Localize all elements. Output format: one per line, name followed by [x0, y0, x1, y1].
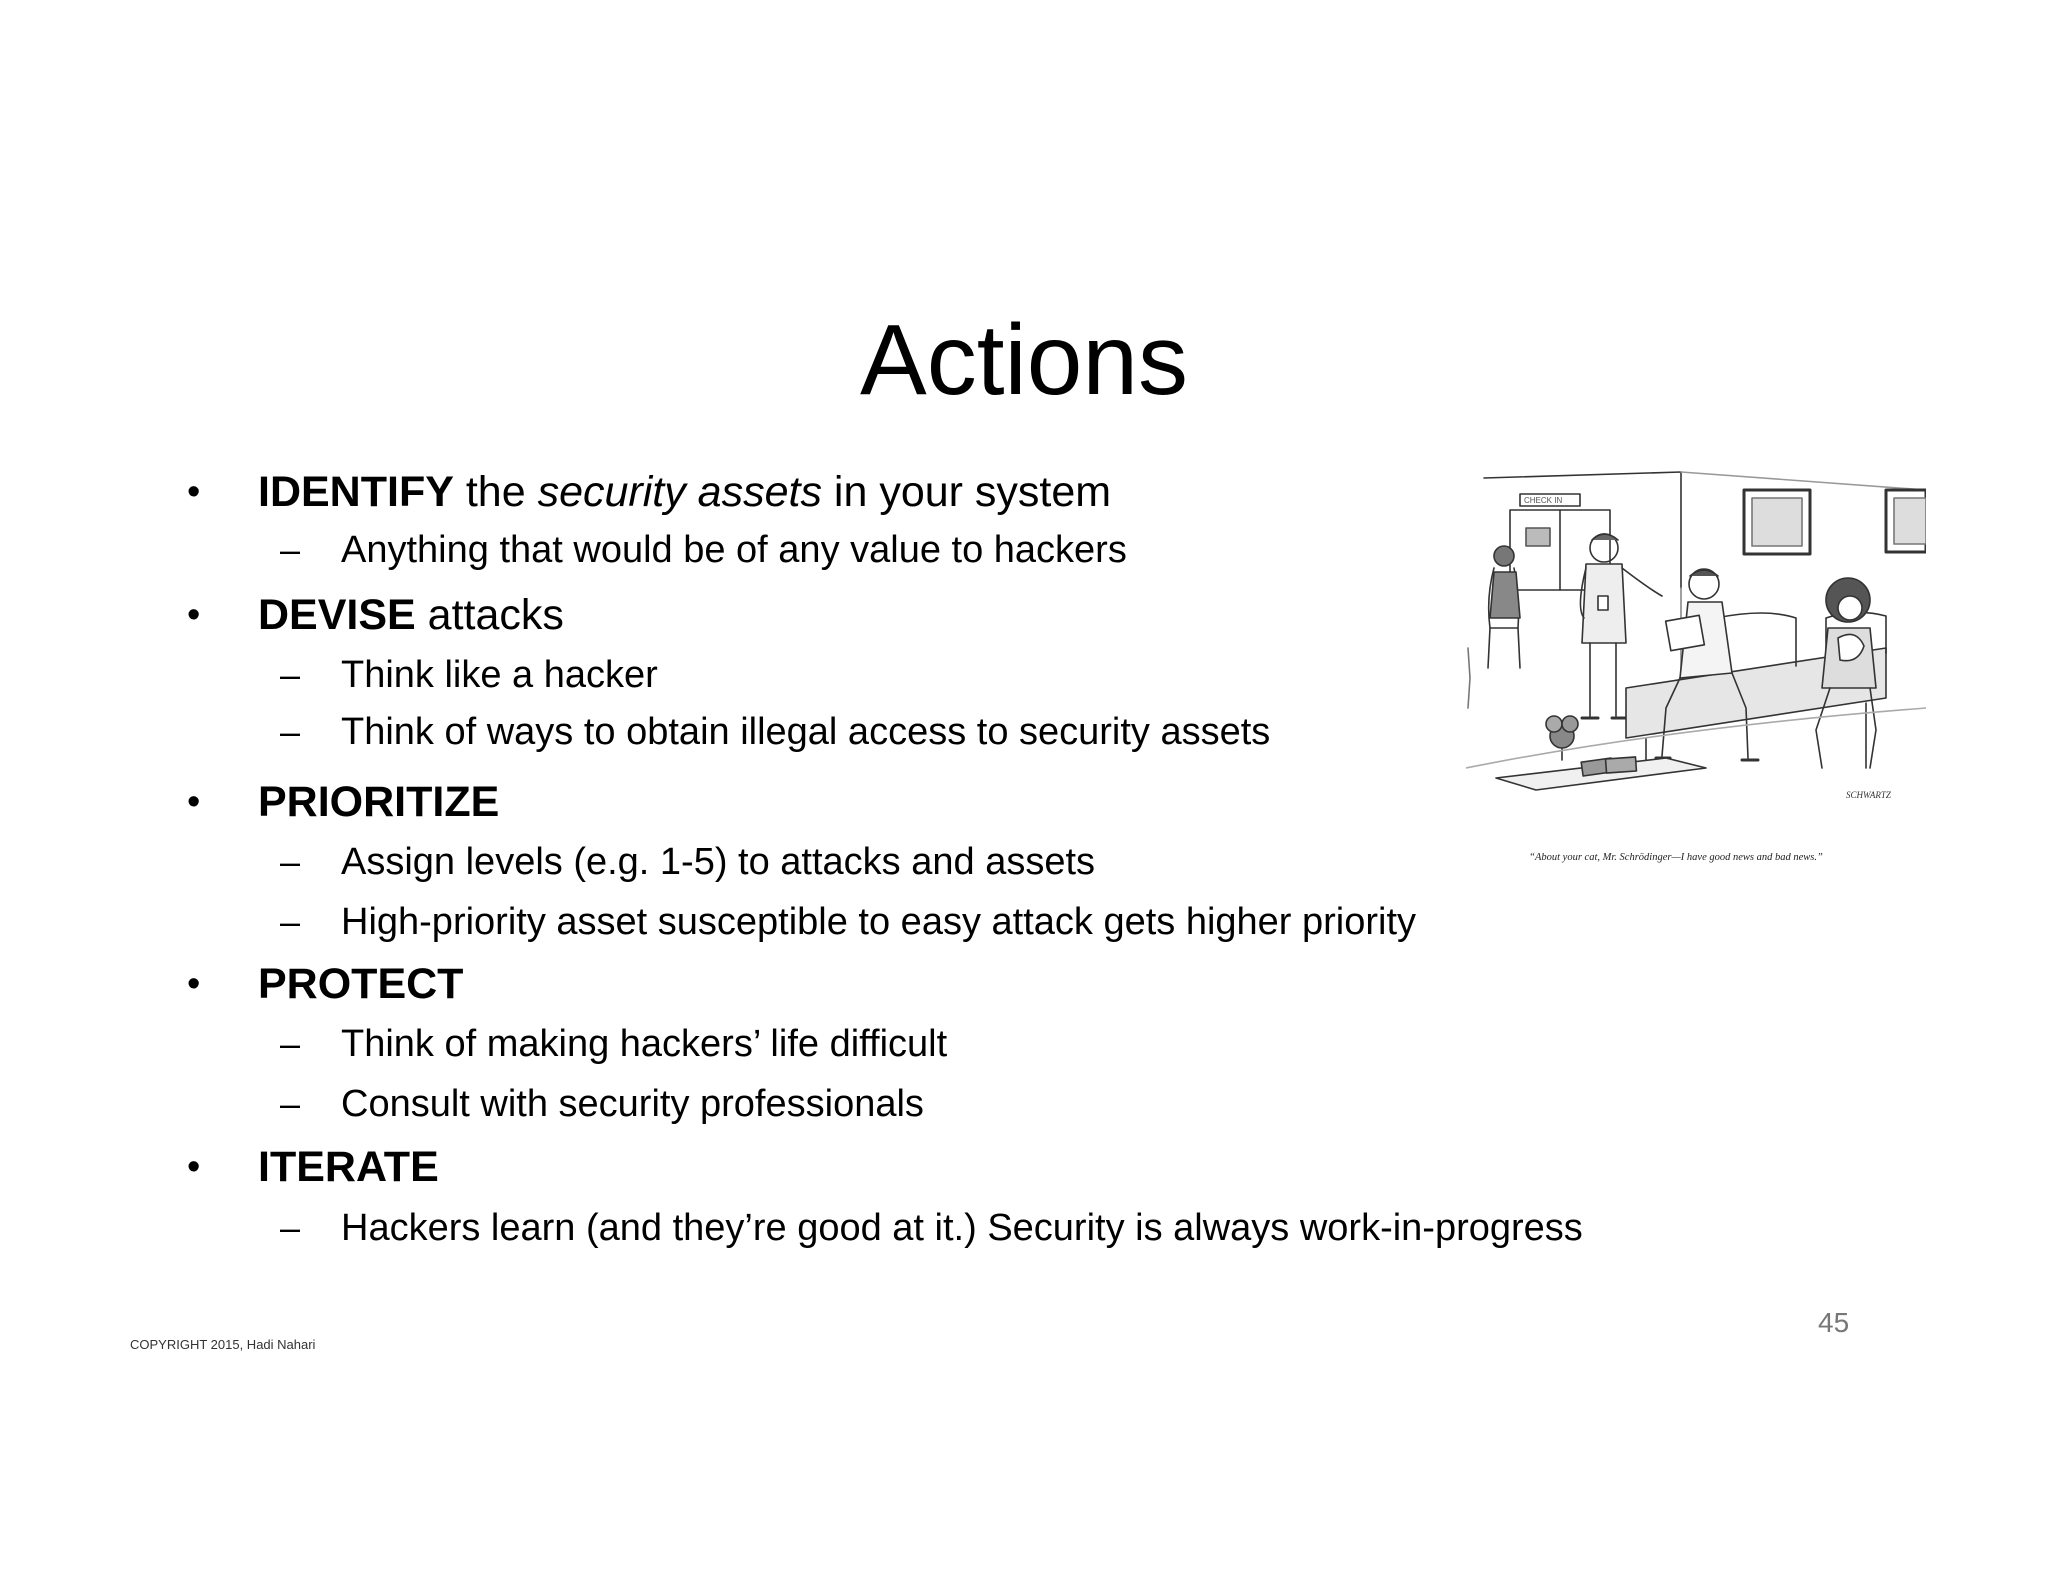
keyword-devise: DEVISE [258, 591, 416, 639]
bullet-marker: • [187, 1146, 201, 1188]
bullet-iterate [258, 1141, 439, 1193]
keyword-identify: IDENTIFY [258, 468, 454, 516]
dash-marker: – [280, 901, 301, 942]
dash-marker: – [280, 841, 301, 882]
bullet-text: the [453, 468, 538, 516]
copyright-footer: COPYRIGHT 2015, Hadi Nahari [130, 1337, 316, 1352]
dash-marker: – [280, 1083, 301, 1124]
bullet-text: attacks [415, 591, 564, 639]
sub-bullet: Anything that would be of any value to hackers [341, 529, 1127, 571]
cartoon-signature: SCHWARTZ [1846, 790, 1891, 800]
slide-title: Actions [860, 304, 1188, 416]
bullet-identify [258, 466, 1111, 518]
bullet-marker: • [187, 781, 201, 823]
cartoon-caption: “About your cat, Mr. Schrödinger—I have good news and bad news.” [1529, 852, 1823, 863]
sub-bullet: High-priority asset susceptible to easy attack gets higher priority [341, 901, 1417, 943]
bullet-protect [258, 958, 463, 1010]
dash-marker: – [280, 1207, 301, 1248]
bullet-marker: • [187, 963, 201, 1005]
bullet-marker: • [187, 594, 201, 636]
bullet-text: in your system [821, 468, 1112, 516]
sub-bullet: Think like a hacker [341, 654, 658, 696]
sub-bullet: Consult with security professionals [341, 1083, 924, 1125]
dash-marker: – [280, 711, 301, 752]
sub-bullet: Think of ways to obtain illegal access to security assets [341, 711, 1271, 753]
bullet-devise [258, 589, 564, 641]
emphasis-security-assets: security assets [537, 468, 822, 516]
checkin-sign: CHECK IN [1524, 496, 1563, 505]
cartoon-illustration [1466, 468, 1926, 804]
keyword-prioritize: PRIORITIZE [258, 778, 500, 826]
sub-bullet: Hackers learn (and they’re good at it.) Security is always work-in-progress [341, 1207, 1583, 1249]
bullet-marker: • [187, 471, 201, 513]
dash-marker: – [280, 529, 301, 570]
dash-marker: – [280, 1023, 301, 1064]
bullet-prioritize [258, 776, 499, 828]
sub-bullet: Assign levels (e.g. 1-5) to attacks and assets [341, 841, 1096, 883]
keyword-protect: PROTECT [258, 960, 464, 1008]
keyword-iterate: ITERATE [258, 1143, 439, 1191]
dash-marker: – [280, 654, 301, 695]
page-number: 45 [1818, 1307, 1850, 1338]
sub-bullet: Think of making hackers’ life difficult [341, 1023, 948, 1065]
